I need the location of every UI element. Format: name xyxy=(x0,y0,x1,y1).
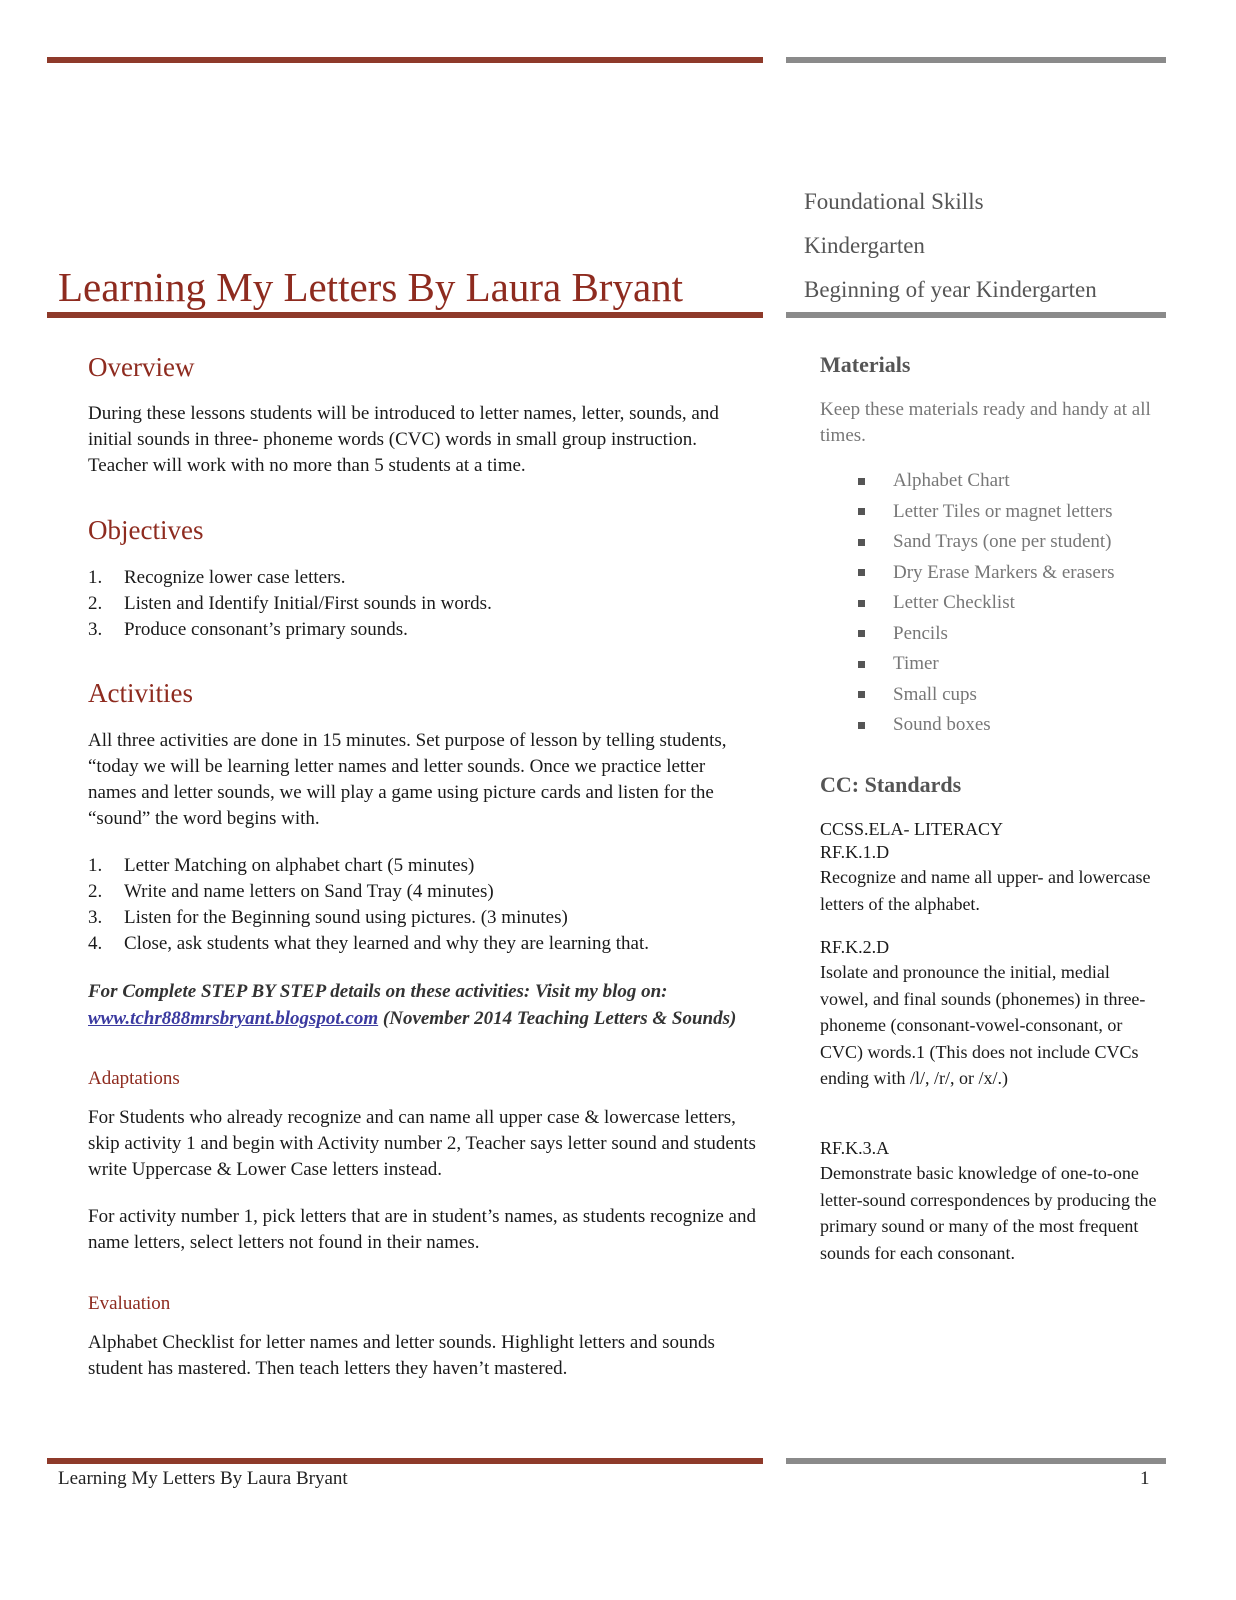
footer-rule-left xyxy=(47,1458,763,1464)
materials-list xyxy=(820,466,1210,741)
blog-link[interactable]: www.tchr888mrsbryant.blogspot.com xyxy=(88,1008,379,1029)
standard-rf-k-3-a xyxy=(820,1137,1160,1266)
evaluation-text: Alphabet Checklist for letter names and letter sounds. Highlight letters and sounds student has mastered. Then teach letters they haven’t mastered. xyxy=(88,1332,715,1379)
bullet-icon xyxy=(858,600,865,607)
footer-title: Learning My Letters By Laura Bryant xyxy=(58,1468,348,1489)
lesson-meta xyxy=(804,180,1204,312)
bullet-icon xyxy=(858,508,865,515)
footer-rule-right xyxy=(786,1458,1166,1464)
adaptations-text-2: For activity number 1, pick letters that are in student’s names, as students recognize and name letters, select letters not found in their names. xyxy=(88,1206,756,1253)
list-item: 2. Listen and Identify Initial/First sounds in words. xyxy=(88,593,492,614)
standards-framework: CCSS.ELA- LITERACY xyxy=(820,819,1004,839)
list-item: 1. Recognize lower case letters. xyxy=(88,567,346,588)
activities-intro: All three activities are done in 15 minutes. Set purpose of lesson by telling students, “today we will be learning letter names and letter sounds. Once we practice letter names and letter sounds, we will play a game using picture cards and listen for the “sound” the word begins with. xyxy=(88,730,727,829)
standard-text: Recognize and name all upper- and lowercase letters of the alphabet. xyxy=(820,867,1151,914)
header-top-rule-right xyxy=(786,57,1166,63)
page-number: 1 xyxy=(1140,1468,1150,1489)
overview-heading: Overview xyxy=(88,352,195,382)
standards-heading: CC: Standards xyxy=(820,772,962,797)
bullet-icon xyxy=(858,478,865,485)
list-item: 3. Listen for the Beginning sound using pictures. (3 minutes) xyxy=(88,907,568,928)
meta-grade: Kindergarten xyxy=(804,233,925,258)
meta-subject: Foundational Skills xyxy=(804,189,984,214)
bullet-icon xyxy=(858,661,865,668)
list-item: Letter Tiles or magnet letters xyxy=(820,497,1210,528)
list-item: Small cups xyxy=(820,680,1210,711)
standard-code: RF.K.3.A xyxy=(820,1138,890,1158)
list-item: Dry Erase Markers & erasers xyxy=(820,558,1210,589)
list-item: 1. Letter Matching on alphabet chart (5 minutes) xyxy=(88,855,475,876)
evaluation-heading: Evaluation xyxy=(88,1293,171,1314)
standard-text: Isolate and pronounce the initial, medial vowel, and final sounds (phonemes) in three-phoneme (consonant-vowel-consonant, or CVC) words.1 (This does not include CVCs ending with /l/, /r/, or /x/.) xyxy=(820,962,1146,1088)
bullet-icon xyxy=(858,539,865,546)
activities-heading: Activities xyxy=(88,678,193,708)
document-title: Learning My Letters By Laura Bryant xyxy=(58,264,684,310)
list-item: 3. Produce consonant’s primary sounds. xyxy=(88,619,408,640)
materials-note: Keep these materials ready and handy at all times. xyxy=(820,399,1151,446)
blog-note-prefix: For Complete STEP BY STEP details on these activities: Visit my blog on: xyxy=(88,981,668,1002)
standard-code: RF.K.2.D xyxy=(820,937,890,957)
list-item: Sand Trays (one per student) xyxy=(820,527,1210,558)
standard-rf-k-2-d xyxy=(820,936,1160,1092)
activities-list xyxy=(54,853,774,957)
objectives-heading: Objectives xyxy=(88,515,204,545)
standard-code: RF.K.1.D xyxy=(820,842,890,862)
bullet-icon xyxy=(858,722,865,729)
header-top-rule-left xyxy=(47,57,763,63)
list-item: Alphabet Chart xyxy=(820,466,1210,497)
overview-text: During these lessons students will be introduced to letter names, letter, sounds, and initial sounds in three- phoneme words (CVC) words in small group instruction. Teacher will work with no more than 5 students at a time. xyxy=(88,403,719,476)
meta-timing: Beginning of year Kindergarten xyxy=(804,277,1097,302)
standard-text: Demonstrate basic knowledge of one-to-one letter-sound correspondences by producing the primary sound or many of the most frequent sounds for each consonant. xyxy=(820,1163,1157,1263)
meta-underline-rule xyxy=(786,312,1166,318)
bullet-icon xyxy=(858,691,865,698)
materials-heading: Materials xyxy=(820,352,911,377)
list-item: Timer xyxy=(820,649,1210,680)
list-item: Sound boxes xyxy=(820,710,1210,741)
adaptations-heading: Adaptations xyxy=(88,1068,180,1089)
bullet-icon xyxy=(858,569,865,576)
standard-rf-k-1-d xyxy=(820,818,1160,917)
list-item: Pencils xyxy=(820,619,1210,650)
activities-blog-note xyxy=(88,978,768,1032)
bullet-icon xyxy=(858,630,865,637)
list-item: 2. Write and name letters on Sand Tray (4 minutes) xyxy=(88,881,494,902)
list-item: 4. Close, ask students what they learned and why they are learning that. xyxy=(88,933,649,954)
blog-note-suffix: (November 2014 Teaching Letters & Sounds) xyxy=(378,1008,737,1029)
objectives-list xyxy=(54,565,774,643)
list-item: Letter Checklist xyxy=(820,588,1210,619)
adaptations-text-1: For Students who already recognize and can name all upper case & lowercase letters, skip activity 1 and begin with Activity number 2, Teacher says letter sound and students write Uppercase & Lower Case letters instead. xyxy=(88,1107,756,1180)
title-underline-rule xyxy=(47,312,763,318)
